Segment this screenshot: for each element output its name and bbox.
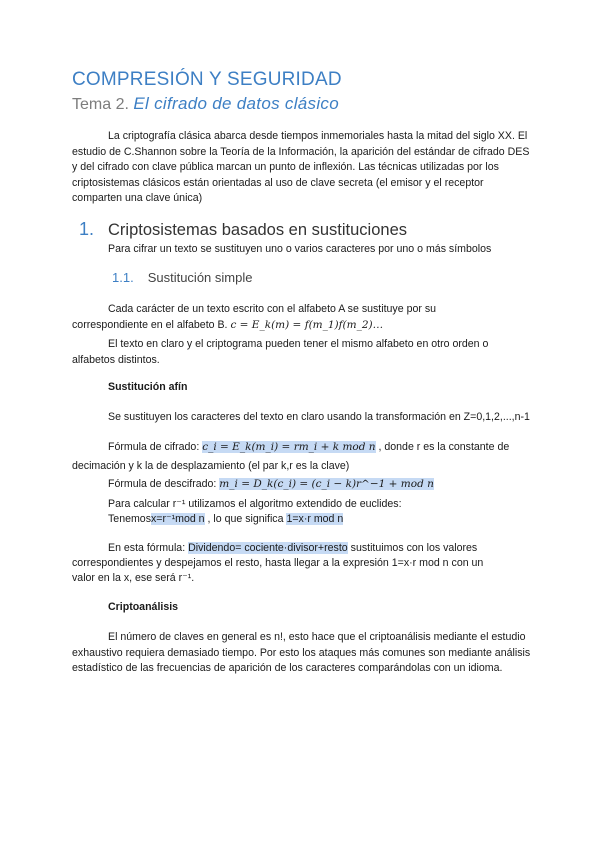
simple-paragraph-text: correspondiente en el alfabeto B.: [72, 319, 228, 331]
section-1-1-heading: [112, 270, 252, 285]
afin-paragraph: Se sustituyen los caracteres del texto en claro usando la transformación en Z=0,1,2,...,n-1: [108, 411, 530, 423]
simple-formula: c = E_k(m) = f(m_1)f(m_2)…: [230, 319, 384, 331]
formula-paragraph-line3: valor en la x, ese será r⁻¹.: [72, 572, 195, 584]
calc-line: Para calcular r⁻¹ utilizamos el algoritmo extendido de euclides:: [108, 498, 402, 510]
formula-paragraph-a: En esta fórmula:: [108, 542, 186, 554]
cifrado-formula: c_i = E_k(m_i) = rm_i + k mod n: [202, 441, 376, 453]
tenemos-text: Tenemos: [108, 513, 151, 525]
descifrado-line: [108, 478, 434, 490]
tenemos-line: [108, 513, 343, 525]
cifrado-label: Fórmula de cifrado:: [108, 441, 200, 453]
document-title: COMPRESIÓN Y SEGURIDAD: [72, 69, 342, 90]
afin-heading: Sustitución afín: [108, 381, 188, 393]
section-1-1-number: 1.1.: [112, 270, 134, 285]
cifrado-line: [108, 441, 509, 453]
formula-paragraph-b: sustituimos con los valores: [350, 542, 478, 554]
subtitle-prefix: Tema 2.: [72, 96, 129, 113]
simple-paragraph-2: El texto en claro y el criptograma pueden tener el mismo alfabeto en otro orden o alfabetos distintos.: [72, 338, 489, 366]
descifrado-formula: m_i = D_k(c_i) = (c_i − k)r^−1 + mod n: [219, 478, 434, 490]
document-subtitle: [72, 94, 339, 114]
simple-paragraph-line1: Cada carácter de un texto escrito con el alfabeto A se sustituye por su: [108, 303, 437, 315]
section-1-heading: [79, 219, 407, 240]
intro-paragraph: La criptografía clásica abarca desde tiempos inmemoriales hasta la mitad del siglo XX. El estudio de C.Shannon sobre la Teoría de la Información, la aparición del estándar de cifrado DES y del cifrado con clave pública marcan un punto de inflexión. Las técnicas utilizadas por los criptosistemas clásicos están orientadas al uso de clave secreta (el emisor y el receptor comparten una clave única): [72, 130, 530, 205]
cifrado-rest: , donde r es la constante de: [378, 441, 510, 453]
tenemos-highlight-2: 1=x·r mod n: [286, 513, 344, 525]
subtitle-main: El cifrado de datos clásico: [133, 94, 339, 113]
tenemos-highlight-1: x=r⁻¹mod n: [151, 513, 205, 525]
section-1-1-title: Sustitución simple: [147, 270, 253, 285]
simple-paragraph-line2: [72, 319, 383, 331]
cifrado-continuation: decimación y k la de desplazamiento (el par k,r es la clave): [72, 460, 350, 472]
formula-paragraph-line2: correspondientes y despejamos el resto, hasta llegar a la expresión 1=x·r mod n con un: [72, 557, 484, 569]
formula-paragraph-line1: [108, 542, 477, 554]
descifrado-label: Fórmula de descifrado:: [108, 478, 217, 490]
section-1-number: 1.: [79, 219, 95, 239]
criptoanalisis-paragraph: El número de claves en general es n!, esto hace que el criptoanálisis mediante el estudio exhaustivo requiera demasiado tiempo. Por esto los ataques más comunes son mediante análisis estadístico de las frecuencias de aparición de los caracteres comparándolas con un idioma.: [72, 631, 531, 675]
section-1-title: Criptosistemas basados en sustituciones: [108, 221, 407, 239]
tenemos-mid: , lo que significa: [207, 513, 284, 525]
section-1-text: Para cifrar un texto se sustituyen uno o varios caracteres por uno o más símbolos: [108, 243, 492, 255]
criptoanalisis-heading: Criptoanálisis: [108, 601, 179, 613]
formula-paragraph-highlight: Dividendo= cociente·divisor+resto: [188, 542, 348, 554]
